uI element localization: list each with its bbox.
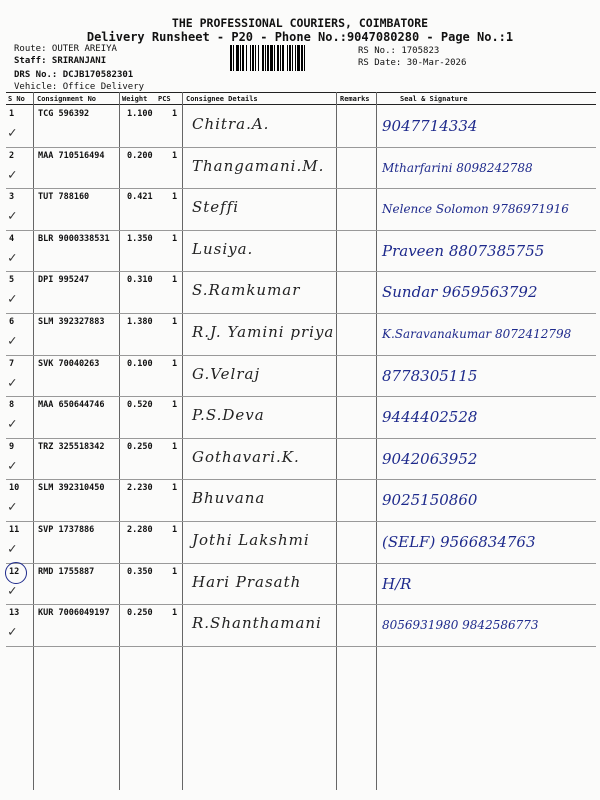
row-signature: 9444402528	[382, 408, 478, 427]
row-consignee-name: R.Shanthamani	[192, 614, 322, 633]
row-consignment: SLM 392327883	[38, 317, 105, 327]
row-sno: 7	[9, 358, 15, 369]
checkmark-icon: ✓	[8, 125, 17, 141]
row-pcs: 1	[172, 275, 178, 286]
row-pcs: 1	[172, 400, 178, 411]
row-signature: 8778305115	[382, 366, 478, 385]
col-weight: Weight	[122, 95, 148, 103]
row-consignment: DPI 995247	[38, 275, 90, 286]
row-pcs: 1	[172, 233, 178, 244]
col-divider	[33, 92, 34, 790]
row-weight: 1.350	[127, 233, 153, 244]
row-signature: Praveen 8807385755	[382, 241, 545, 260]
row-sno: 1	[9, 109, 15, 119]
row-pcs: 1	[172, 441, 178, 452]
checkmark-icon: ✓	[8, 499, 17, 516]
row-weight: 0.100	[127, 358, 153, 369]
staff-label: Staff: SRIRANJANI	[14, 56, 107, 66]
row-weight: 2.230	[127, 483, 153, 494]
row-consignment: KUR 7006049197	[38, 608, 110, 619]
row-consignment: TUT 788160	[38, 192, 90, 203]
vehicle-label: Vehicle: Office Delivery	[14, 82, 145, 92]
row-consignee-name: P.S.Deva	[192, 406, 265, 425]
row-signature: 9047714334	[382, 117, 478, 135]
row-pcs: 1	[172, 525, 178, 535]
row-divider	[6, 646, 596, 647]
checkmark-icon: ✓	[8, 208, 17, 225]
row-weight: 0.421	[127, 192, 153, 203]
row-divider	[6, 563, 596, 564]
row-sno: 11	[9, 525, 20, 535]
row-signature: 9025150860	[382, 491, 478, 510]
row-weight: 0.200	[127, 150, 153, 161]
row-pcs: 1	[172, 317, 178, 327]
drs-number: DRS No.: DCJB170582301	[14, 70, 134, 80]
col-remarks: Remarks	[340, 95, 370, 103]
row-consignment: MAA 650644746	[38, 400, 105, 411]
row-consignee-name: Gothavari.K.	[192, 447, 300, 466]
row-consignment: SVP 1737886	[38, 525, 95, 535]
row-signature: (SELF) 9566834763	[382, 533, 536, 551]
runsheet-subtitle: Delivery Runsheet - P20 - Phone No.:9047080280 - Page No.:1	[86, 30, 514, 44]
row-sno: 6	[9, 317, 15, 327]
row-weight: 1.380	[127, 317, 153, 327]
checkmark-icon: ✓	[8, 416, 17, 433]
row-weight: 2.280	[127, 525, 153, 535]
row-divider	[6, 271, 596, 272]
row-weight: 0.520	[127, 400, 153, 411]
checkmark-icon: ✓	[8, 249, 17, 266]
row-consignment: TRZ 325518342	[38, 441, 105, 452]
header-top-rule	[6, 92, 596, 93]
col-divider	[119, 92, 120, 790]
col-pcs: PCS	[158, 95, 171, 103]
checkmark-icon: ✓	[8, 582, 17, 599]
row-consignment: BLR 9000338531	[38, 233, 110, 244]
row-pcs: 1	[172, 566, 178, 577]
company-title: THE PROFESSIONAL COURIERS, COIMBATORE	[171, 16, 429, 30]
row-divider	[6, 396, 596, 397]
row-pcs: 1	[172, 608, 178, 619]
row-consignment: SLM 392310450	[38, 483, 105, 494]
row-divider	[6, 313, 596, 314]
row-consignee-name: G.Velraj	[192, 364, 261, 383]
row-pcs: 1	[172, 358, 178, 369]
row-divider	[6, 521, 596, 522]
row-weight: 0.250	[127, 608, 153, 619]
row-pcs: 1	[172, 483, 178, 494]
row-sno: 10	[9, 483, 20, 494]
col-sno: S No	[8, 95, 25, 103]
checkmark-icon: ✓	[8, 374, 17, 391]
col-seal: Seal & Signature	[400, 95, 468, 103]
row-consignee-name: Bhuvana	[192, 489, 266, 508]
row-consignment: SVK 70040263	[38, 358, 100, 369]
row-consignee-name: Lusiya.	[192, 239, 254, 258]
row-divider	[6, 147, 596, 148]
route-label: Route: OUTER AREIYA	[14, 44, 117, 54]
row-sno: 8	[9, 400, 15, 411]
row-sno: 5	[9, 275, 15, 286]
col-consignee: Consignee Details	[186, 95, 258, 103]
row-weight: 0.350	[127, 566, 153, 577]
rs-number: RS No.: 1705823	[358, 46, 440, 56]
row-sno: 3	[9, 192, 15, 203]
row-consignment: MAA 710516494	[38, 150, 105, 161]
row-consignee-name: R.J. Yamini priya	[192, 323, 335, 341]
row-divider	[6, 604, 596, 605]
row-consignee-name: Steffi	[192, 198, 240, 217]
row-sno: 9	[9, 441, 15, 452]
row-pcs: 1	[172, 150, 178, 161]
row-consignment: RMD 1755887	[38, 566, 95, 577]
row-consignment: TCG 596392	[38, 109, 90, 119]
checkmark-icon: ✓	[8, 333, 17, 349]
row-pcs: 1	[172, 192, 178, 203]
row-divider	[6, 438, 596, 439]
row-signature: Sundar 9659563792	[382, 283, 538, 302]
checkmark-icon: ✓	[8, 457, 17, 474]
checkmark-icon: ✓	[8, 166, 17, 183]
row-signature: Mtharfarini 8098242788	[382, 160, 533, 175]
row-signature: K.Saravanakumar 8072412798	[382, 327, 572, 341]
row-consignee-name: Hari Prasath	[192, 572, 302, 591]
row-divider	[6, 230, 596, 231]
row-consignee-name: S.Ramkumar	[192, 281, 301, 300]
header-bottom-rule	[6, 104, 596, 105]
col-divider	[336, 92, 337, 790]
row-sno: 12	[9, 566, 20, 577]
row-pcs: 1	[172, 109, 178, 119]
rs-date: RS Date: 30-Mar-2026	[358, 58, 467, 68]
row-signature: 8056931980 9842586773	[382, 618, 539, 633]
row-signature: H/R	[382, 574, 412, 593]
col-divider	[376, 92, 377, 790]
row-consignee-name: Thangamani.M.	[192, 156, 325, 175]
row-signature: Nelence Solomon 9786971916	[382, 202, 569, 217]
row-sno: 2	[9, 150, 15, 161]
checkmark-icon: ✓	[8, 291, 17, 308]
row-divider	[6, 355, 596, 356]
col-divider	[182, 92, 183, 790]
row-signature: 9042063952	[382, 449, 478, 468]
row-weight: 0.250	[127, 441, 153, 452]
row-sno: 4	[9, 233, 15, 244]
checkmark-icon: ✓	[8, 624, 17, 641]
row-sno: 13	[9, 608, 20, 619]
barcode	[230, 45, 354, 71]
row-divider	[6, 479, 596, 480]
row-consignee-name: Jothi Lakshmi	[192, 531, 310, 549]
col-consignment: Consignment No	[37, 95, 97, 103]
circle-mark-icon	[5, 562, 27, 584]
row-consignee-name: Chitra.A.	[192, 115, 270, 133]
row-weight: 0.310	[127, 275, 153, 286]
row-weight: 1.100	[127, 109, 153, 119]
row-divider	[6, 188, 596, 189]
checkmark-icon: ✓	[8, 541, 17, 557]
